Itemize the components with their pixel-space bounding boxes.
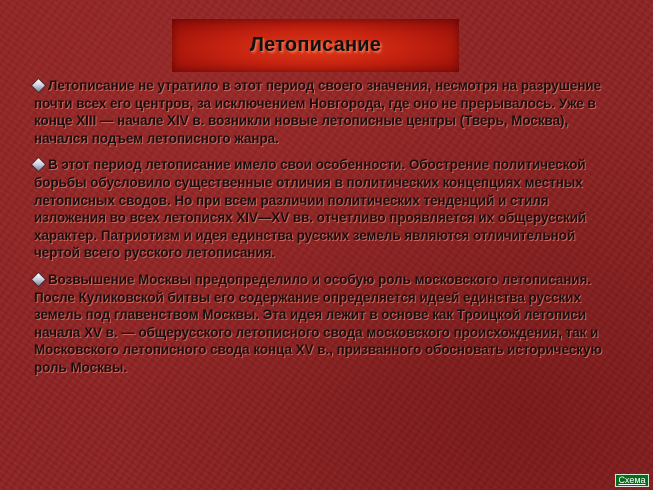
slide-title: Летописание	[249, 34, 382, 56]
scheme-link-button[interactable]: Схема	[615, 474, 649, 487]
paragraph-2	[34, 156, 624, 262]
title-banner	[172, 19, 459, 72]
diamond-bullet-icon	[32, 159, 45, 172]
paragraph-1-text: Летописание не утратило в этот период своего значения, несмотря на разрушение почти всех его центров, за исключением Новгорода, где оно не прерывалось. Уже в конце XIII — начале XIV в. возникли новые летописные центры (Тверь, Москва), начался подъем летописного жанра.	[34, 78, 602, 146]
paragraph-1	[34, 77, 624, 147]
paragraph-3	[34, 271, 624, 377]
paragraph-3-text: Возвышение Москвы предопределило и особую роль московского летописания. После Куликовской битвы его содержание определяется идеей единства русских земель под главенством Москвы. Эта идея лежит в основе как Троицкой летописи начала XV в. — общерусского летописного свода московского происхождения, так и Московского летописного свода конца XV в., призванного обосновать историческую роль Москвы.	[34, 271, 602, 375]
slide-content	[34, 77, 624, 386]
paragraph-2-text: В этот период летописание имело свои особенности. Обострение политической борьбы обусловило существенные отличия в политических концепциях местных летописных сводов. Но при всем различии политических тенденций и стиля изложения во всех летописях XIV—XV вв. отчетливо проявляется их общерусский характер. Патриотизм и идея единства русских земель являются отличительной чертой всего русского летописания.	[34, 157, 587, 261]
diamond-bullet-icon	[32, 79, 45, 92]
diamond-bullet-icon	[32, 273, 45, 286]
